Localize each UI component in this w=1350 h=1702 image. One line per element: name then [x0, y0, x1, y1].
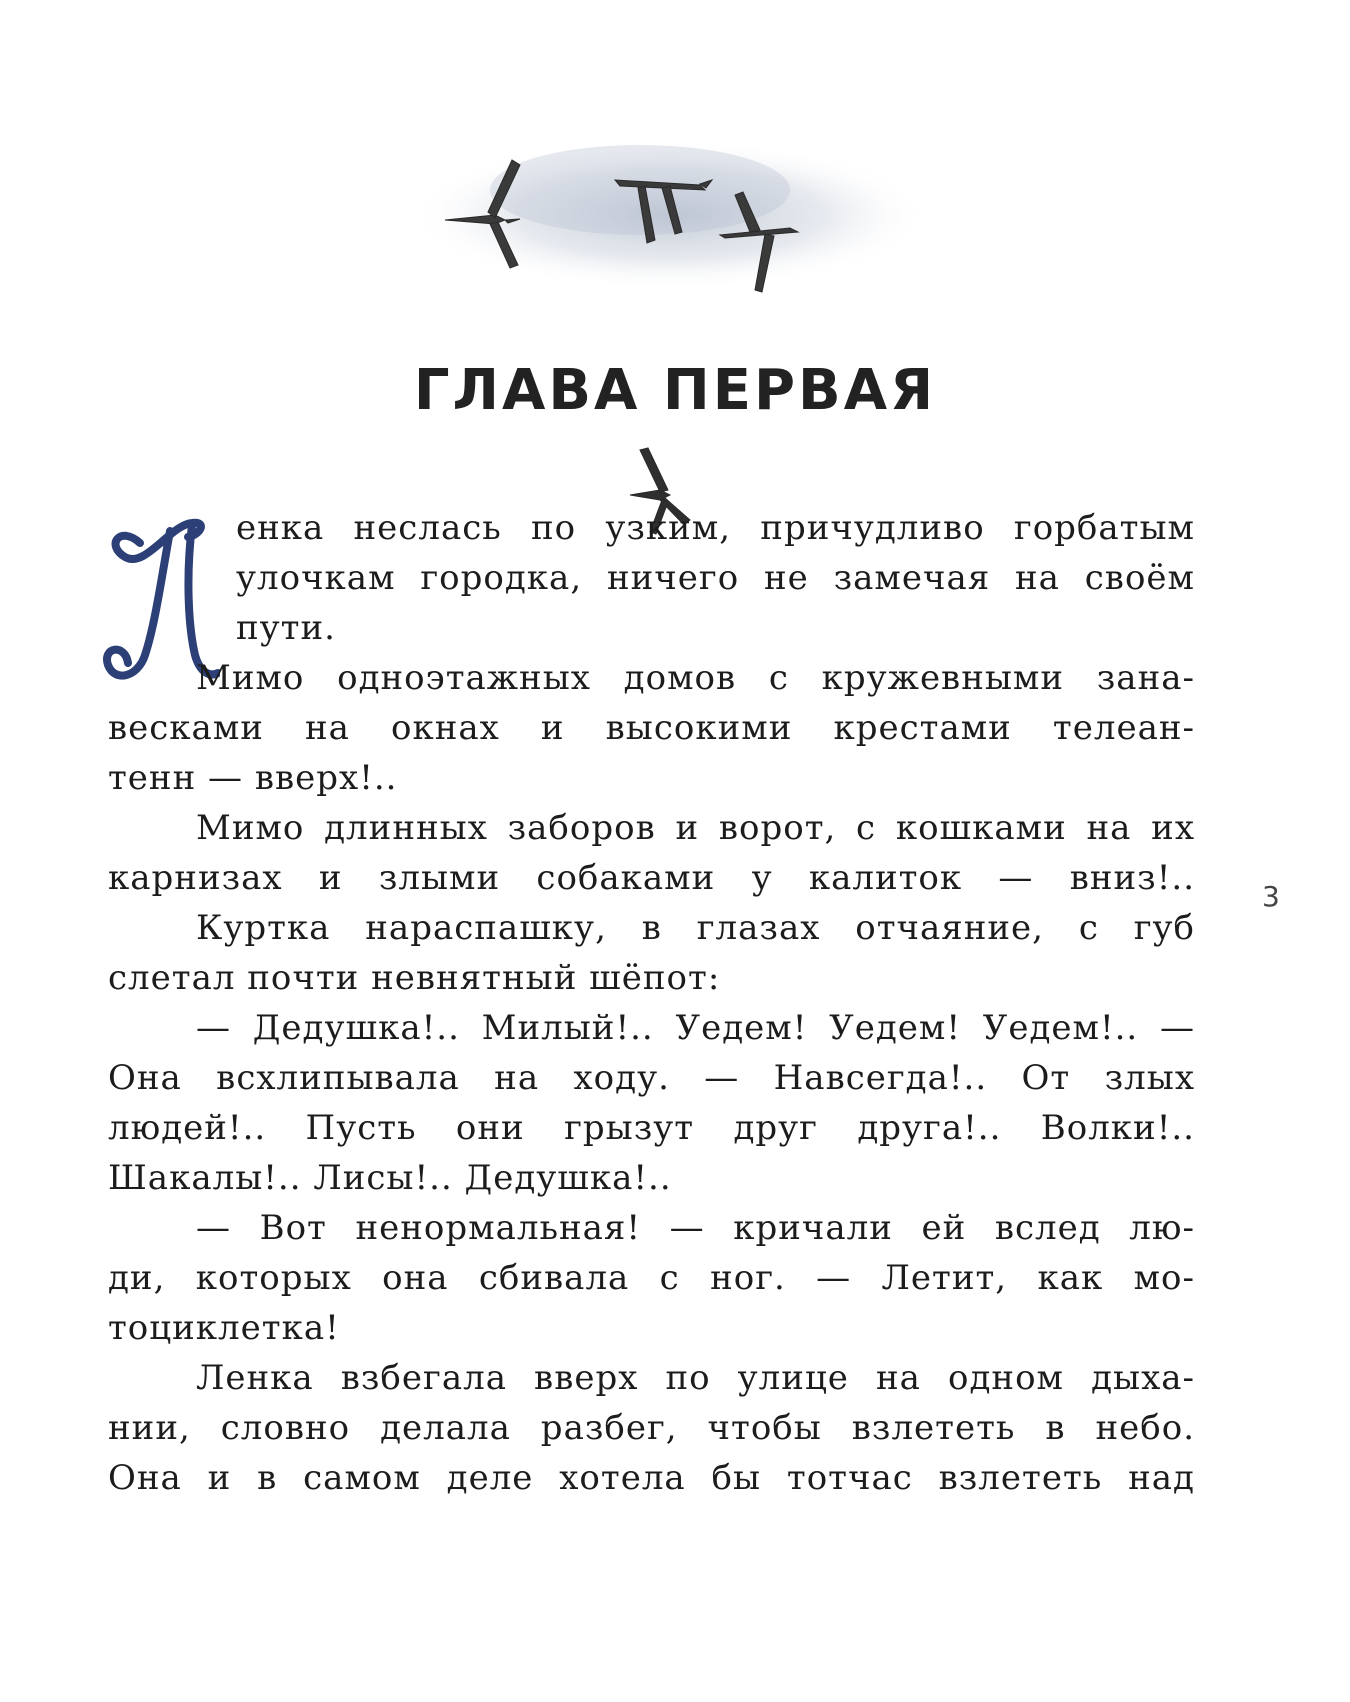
text-line: — Дедушка!.. Милый!.. Уедем! Уедем! Уедем!.. — — [196, 1008, 1195, 1048]
page-number: 3 — [1262, 880, 1280, 913]
text-line: ди, которых она сбивала с ног. — Летит, как мо- — [108, 1258, 1195, 1298]
text-line: пути. — [236, 608, 336, 648]
text-line: енка неслась по узким, причудливо горбатым — [236, 508, 1195, 548]
flying-birds-illustration — [400, 120, 940, 330]
text-line: улочкам городка, ничего не замечая на своём — [236, 558, 1195, 598]
text-line: — Вот ненормальная! — кричали ей вслед лю- — [196, 1208, 1195, 1248]
text-line: весками на окнах и высокими крестами телеан- — [108, 708, 1195, 748]
text-line: тоциклетка! — [108, 1308, 340, 1348]
body-text — [108, 503, 1195, 1503]
text-line: Шакалы!.. Лисы!.. Дедушка!.. — [108, 1158, 672, 1198]
chapter-title: ГЛАВА ПЕРВАЯ — [413, 358, 937, 423]
text-line: карнизах и злыми собаками у калиток — вниз!.. — [108, 858, 1195, 898]
text-line: Мимо одноэтажных домов с кружевными зана- — [196, 658, 1195, 698]
text-line: Мимо длинных заборов и ворот, с кошками на их — [196, 808, 1195, 848]
text-line: нии, словно делала разбег, чтобы взлететь в небо. — [108, 1408, 1195, 1448]
text-line: Она всхлипывала на ходу. — Навсегда!.. От злых — [108, 1058, 1195, 1098]
text-line: Куртка нараспашку, в глазах отчаяние, с губ — [196, 908, 1195, 948]
text-line: Ленка взбегала вверх по улице на одном дыха- — [196, 1358, 1195, 1398]
text-line: людей!.. Пусть они грызут друг друга!.. Волки!.. — [108, 1108, 1195, 1148]
text-line: слетал почти невнятный шёпот: — [108, 958, 721, 998]
text-line: Она и в самом деле хотела бы тотчас взлететь над — [108, 1458, 1195, 1498]
text-line: тенн — вверх!.. — [108, 758, 398, 798]
